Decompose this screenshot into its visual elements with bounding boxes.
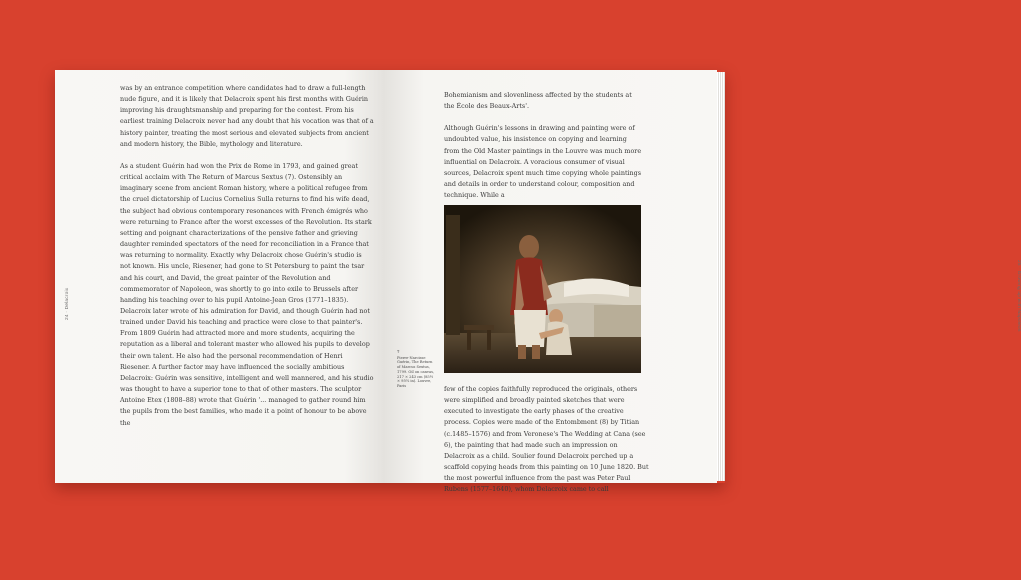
left-paragraph-1: was by an entrance competition where candidates had to draw a full-length nude figure, and it is likely that Delacroix spent his first months with Guérin improving his draughtsmanship and preparing for the contest. From his earliest training Delacroix never had any doubt that his vocation was that of a history painter, treating the most serious and elevated subjects from ancient and modern history, the Bible, mythology and literature.	[120, 84, 374, 148]
book-spread	[55, 70, 1021, 494]
figure-caption	[397, 350, 437, 389]
figure-number: 7	[397, 350, 400, 354]
left-paragraph-2: As a student Guérin had won the Prix de Rome in 1793, and gained great critical acclaim with The Return of Marcus Sextus (7). Ostensibly an imaginary scene from ancient Roman history, where a political refugee from the cruel dictatorship of Lucius Cornelius Sulla returns to find his wife dead, the subject had obvious contemporary resonances with French émigrés who were returning to France after the worst excesses of the Revolution. Its stark setting and poignant characterizations of the pensive father and grieving daughter reminded spectators of the need for reconciliation in a France that was returning to normality. Exactly why Delacroix chose Guérin's studio is not known. His uncle, Riesener, had gone to St Petersburg to paint the tsar and his court, and David, the great painter of the Revolution and commemorator of Napoleon, was shortly to go into exile to Brussels after handing his teaching over to his pupil Antoine-Jean Gros (1771–1835). Delacroix later wrote of his admiration for David, and though Guérin had not trained under David his teaching and practice were close to that painter's. From 1809 Guérin had attracted more and more students, acquiring the reputation as a liberal and tolerant master who allowed his pupils to develop their own talent. He also had the personal recommendation of Henri Riesener. A further factor may have influenced the socially ambitious Delacroix: Guérin was sensitive, intelligent and well mannered, and his studio was thought to have a superior tone to that of other masters. The sculptor Antoine Etex (1808–88) wrote that Guérin '... managed to gather round him the pupils from the best families, who made it a point of honour to be above the	[120, 161, 374, 427]
left-page	[55, 70, 384, 483]
right-paragraph-2: Although Guérin's lessons in drawing and painting were of undoubted value, his insistence on copying and learning from the Old Master paintings in the Louvre was much more influential on Delacroix. A voracious consumer of visual sources, Delacroix spent much time copying whole paintings and details in order to understand colour, composition and technique. While a	[444, 124, 642, 200]
right-body-text-top	[444, 90, 644, 212]
left-running-head: 24 · Delacroix	[65, 287, 70, 320]
right-page	[384, 70, 1021, 494]
left-body-text	[120, 83, 374, 440]
painting-image	[444, 205, 641, 373]
right-paragraph-1: Bohemianism and slovenliness affected by the students at the École des Beaux-Arts'.	[444, 91, 632, 111]
right-running-head: 25 · Growing up with Napoleon	[1016, 260, 1021, 332]
right-body-text-bottom	[444, 384, 649, 507]
figure-caption-text: Pierre-Narcisse Guérin, The Return of Marcus Sextus, 1799. Oil on canvas, 217 × 243 cm (85½ × 95⅝ in). Louvre, Paris	[397, 355, 435, 388]
right-paragraph-3: few of the copies faithfully reproduced the originals, others were simplified and broadly painted sketches that were executed to investigate the early phases of the creative process. Copies were made of the Entombment (8) by Titian (c.1485–1576) and from Veronese's The Wedding at Cana (see 6), the painting that had made such an impression on Delacroix as a child. Soulier found Delacroix perched up a scaffold copying heads from this painting on 10 June 1820. But the most powerful influence from the past was Peter Paul Rubens (1577–1640), whom Delacroix came to call	[444, 385, 649, 494]
painting-illustration	[444, 205, 641, 373]
page-edges	[717, 72, 725, 481]
